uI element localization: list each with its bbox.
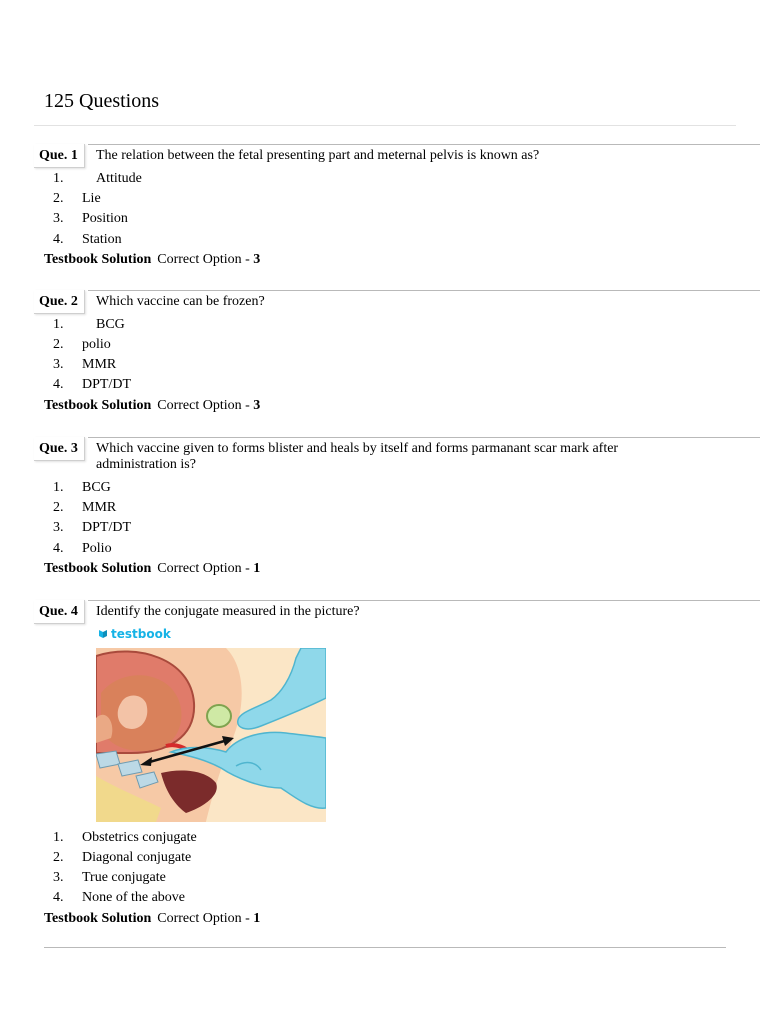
correct-option-prefix: Correct Option - <box>157 252 254 267</box>
question-divider <box>88 290 760 291</box>
question-3: Que. 3 Which vaccine given to forms blister and heals by itself and forms parmanant scar mark after administration is? 1. BCG 2. MMR 3. DPT/DT 4. Polio Testbook Solution Correct Option - 1 <box>34 437 726 582</box>
question-label-box <box>34 600 85 624</box>
title-divider <box>34 125 736 126</box>
testbook-brand <box>98 627 171 641</box>
option-text: Station <box>82 232 122 247</box>
testbook-logo-icon <box>98 629 108 639</box>
option-text: BCG <box>82 480 111 495</box>
correct-option-prefix: Correct Option - <box>157 398 254 413</box>
question-label: Que. 1 <box>39 148 78 163</box>
option-text: BCG <box>96 317 125 332</box>
question-text: Identify the conjugate measured in the picture? <box>96 604 360 619</box>
solution-label: Testbook Solution <box>44 911 152 926</box>
correct-option-prefix: Correct Option - <box>157 561 254 576</box>
solution-label: Testbook Solution <box>44 561 152 576</box>
option-text: MMR <box>82 500 117 515</box>
solution-line <box>44 252 260 268</box>
option-text: True conjugate <box>82 870 166 885</box>
page-title: 125 Questions <box>44 90 159 112</box>
solution-line <box>44 911 260 927</box>
option-text: None of the above <box>82 890 186 905</box>
solution-label: Testbook Solution <box>44 252 152 267</box>
option-text: Diagonal conjugate <box>82 850 192 865</box>
correct-option-value: 1 <box>253 911 261 926</box>
solution-line <box>44 398 260 414</box>
correct-option-value: 1 <box>253 561 261 576</box>
option-text: DPT/DT <box>82 377 131 392</box>
question-label-box <box>34 290 85 314</box>
option-text: Attitude <box>96 171 142 186</box>
correct-option-prefix: Correct Option - <box>157 911 254 926</box>
option-text: Obstetrics conjugate <box>82 830 197 845</box>
solution-line <box>44 561 260 577</box>
option-text: Position <box>82 211 128 226</box>
option-text: polio <box>82 337 111 352</box>
option-text: DPT/DT <box>82 520 131 535</box>
question-text: Which vaccine given to forms blister and heals by itself and forms parmanant scar mark after administration is? <box>96 441 619 472</box>
brand-text: testbook <box>111 627 171 641</box>
pelvic-exam-illustration <box>96 648 326 822</box>
question-label-box <box>34 144 85 168</box>
option-text: MMR <box>82 357 117 372</box>
question-divider <box>88 437 760 438</box>
option-text: Polio <box>82 541 112 556</box>
question-text: The relation between the fetal presenting part and meternal pelvis is known as? <box>96 148 540 163</box>
question-2: Que. 2 Which vaccine can be frozen? 1. BCG 2. polio 3. MMR 4. DPT/DT Testbook Solution Correct Option - 3 <box>34 290 726 420</box>
question-label: Que. 3 <box>39 441 78 456</box>
question-label: Que. 4 <box>39 604 78 619</box>
question-divider <box>88 600 760 601</box>
question-label: Que. 2 <box>39 294 78 309</box>
question-label-box <box>34 437 85 461</box>
question-text: Which vaccine can be frozen? <box>96 294 265 309</box>
question-1: Que. 1 The relation between the fetal presenting part and meternal pelvis is known as? 1. Attitude 2. Lie 3. Position 4. Station Testbook Solution Correct Option - 3 <box>34 144 726 274</box>
question-divider <box>88 144 760 145</box>
option-text: Lie <box>82 191 101 206</box>
correct-option-value: 3 <box>253 398 261 413</box>
bottom-divider <box>44 947 726 948</box>
question-4: Que. 4 Identify the conjugate measured in the picture? 1. Obstetrics conjugate 2. Diagonal conjugate 3. True conjugate 4. None of the above Testbook Solution Correct Option - 1 <box>34 600 726 935</box>
correct-option-value: 3 <box>253 252 261 267</box>
solution-label: Testbook Solution <box>44 398 152 413</box>
